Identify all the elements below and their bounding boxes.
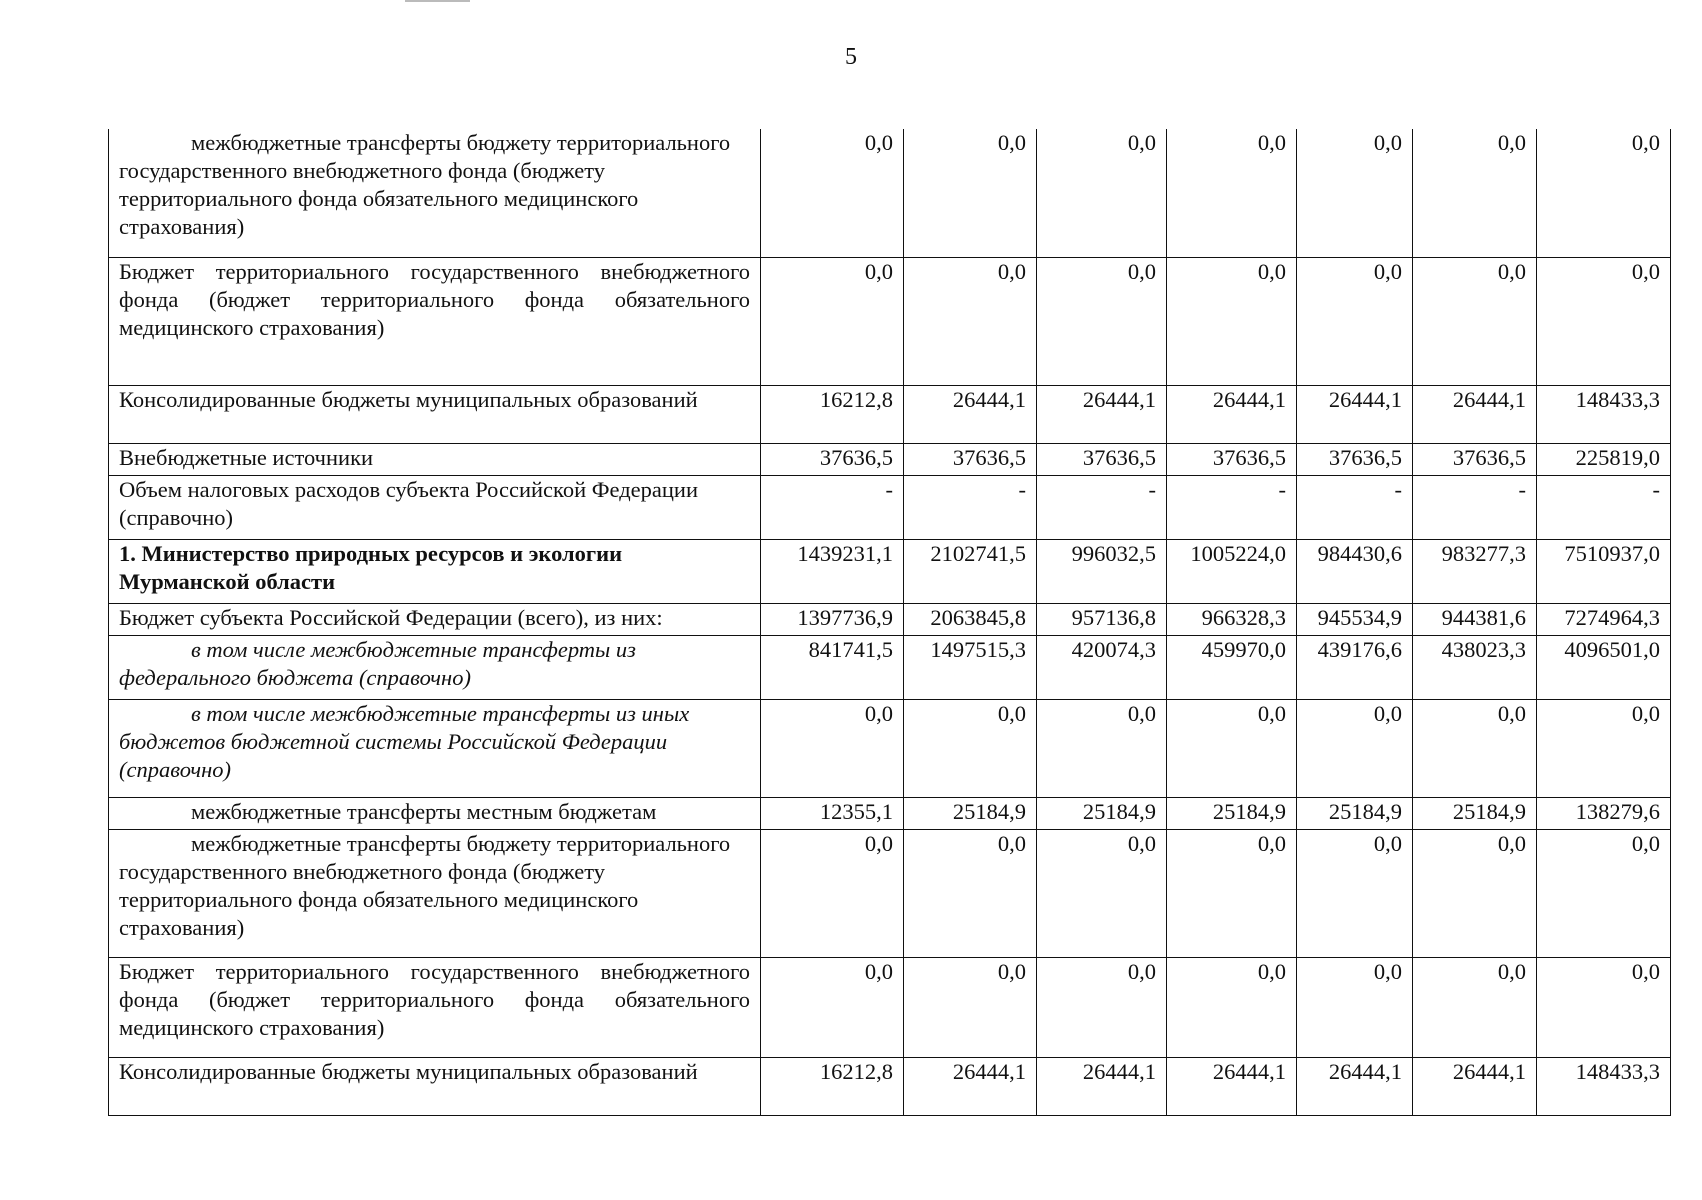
value-cell: 438023,3	[1413, 635, 1537, 699]
value-cell: 0,0	[1037, 699, 1167, 797]
value-cell: 138279,6	[1537, 797, 1671, 829]
value-cell: 26444,1	[1413, 385, 1537, 443]
value-cell: 0,0	[1537, 829, 1671, 957]
value-cell: 0,0	[1297, 129, 1413, 257]
row-label: межбюджетные трансферты бюджету территориального государственного внебюджетного фонда (бюджету территориального фонда обязательного медицинского страхования)	[109, 129, 761, 257]
value-cell: 0,0	[761, 129, 904, 257]
value-cell: 37636,5	[1413, 443, 1537, 475]
value-cell: 26444,1	[1167, 1057, 1297, 1115]
value-cell: 37636,5	[1297, 443, 1413, 475]
value-cell: 420074,3	[1037, 635, 1167, 699]
value-cell: 1439231,1	[761, 539, 904, 603]
value-cell: 0,0	[1167, 257, 1297, 385]
row-label: Внебюджетные источники	[109, 443, 761, 475]
value-cell: 0,0	[904, 957, 1037, 1057]
row-label: 1. Министерство природных ресурсов и экологии Мурманской области	[109, 539, 761, 603]
value-cell: 459970,0	[1167, 635, 1297, 699]
page-number: 5	[845, 44, 857, 70]
value-cell: 37636,5	[1037, 443, 1167, 475]
value-cell: 25184,9	[904, 797, 1037, 829]
value-cell: 16212,8	[761, 385, 904, 443]
row-label: межбюджетные трансферты бюджету территориального государственного внебюджетного фонда (бюджету территориального фонда обязательного медицинского страхования)	[109, 829, 761, 957]
budget-table	[108, 129, 1671, 1116]
value-cell: 25184,9	[1037, 797, 1167, 829]
row-label: Консолидированные бюджеты муниципальных образований	[109, 1057, 761, 1115]
row-label: Бюджет территориального государственного внебюджетного фонда (бюджет территориального фонда обязательного медицинского страхования)	[109, 257, 761, 385]
value-cell: 1005224,0	[1167, 539, 1297, 603]
value-cell: 12355,1	[761, 797, 904, 829]
value-cell: 4096501,0	[1537, 635, 1671, 699]
row-label: в том числе межбюджетные трансферты из федерального бюджета (справочно)	[109, 635, 761, 699]
table-row	[109, 257, 1671, 385]
value-cell: 25184,9	[1167, 797, 1297, 829]
value-cell: 957136,8	[1037, 603, 1167, 635]
value-cell: -	[1297, 475, 1413, 539]
row-label: Консолидированные бюджеты муниципальных образований	[109, 385, 761, 443]
value-cell: 0,0	[904, 829, 1037, 957]
value-cell: -	[761, 475, 904, 539]
value-cell: 0,0	[1037, 829, 1167, 957]
value-cell: 1497515,3	[904, 635, 1037, 699]
table-row	[109, 957, 1671, 1057]
value-cell: 0,0	[904, 257, 1037, 385]
value-cell: 37636,5	[1167, 443, 1297, 475]
value-cell: -	[1037, 475, 1167, 539]
table-row	[109, 699, 1671, 797]
table-row	[109, 797, 1671, 829]
value-cell: 148433,3	[1537, 385, 1671, 443]
table-row	[109, 443, 1671, 475]
table-row	[109, 1057, 1671, 1115]
table-row	[109, 385, 1671, 443]
value-cell: 0,0	[1413, 829, 1537, 957]
value-cell: 0,0	[1297, 957, 1413, 1057]
row-label: Бюджет субъекта Российской Федерации (всего), из них:	[109, 603, 761, 635]
value-cell: 0,0	[1537, 129, 1671, 257]
value-cell: 0,0	[904, 129, 1037, 257]
value-cell: 996032,5	[1037, 539, 1167, 603]
table-row	[109, 635, 1671, 699]
value-cell: -	[1537, 475, 1671, 539]
value-cell: 0,0	[1413, 699, 1537, 797]
value-cell: 0,0	[1413, 257, 1537, 385]
value-cell: 26444,1	[1413, 1057, 1537, 1115]
value-cell: 0,0	[1537, 957, 1671, 1057]
value-cell: -	[904, 475, 1037, 539]
value-cell: 983277,3	[1413, 539, 1537, 603]
value-cell: 25184,9	[1413, 797, 1537, 829]
value-cell: 7274964,3	[1537, 603, 1671, 635]
value-cell: 0,0	[761, 699, 904, 797]
table-row	[109, 829, 1671, 957]
table-row	[109, 129, 1671, 257]
table-row	[109, 539, 1671, 603]
value-cell: 37636,5	[761, 443, 904, 475]
value-cell: 0,0	[761, 957, 904, 1057]
value-cell: -	[1413, 475, 1537, 539]
value-cell: 945534,9	[1297, 603, 1413, 635]
value-cell: 0,0	[1537, 257, 1671, 385]
value-cell: 0,0	[761, 257, 904, 385]
table-row	[109, 475, 1671, 539]
value-cell: 0,0	[1413, 129, 1537, 257]
value-cell: -	[1167, 475, 1297, 539]
value-cell: 2063845,8	[904, 603, 1037, 635]
value-cell: 37636,5	[904, 443, 1037, 475]
value-cell: 26444,1	[904, 1057, 1037, 1115]
scan-mark	[405, 0, 470, 2]
value-cell: 0,0	[1297, 829, 1413, 957]
value-cell: 0,0	[904, 699, 1037, 797]
value-cell: 25184,9	[1297, 797, 1413, 829]
value-cell: 225819,0	[1537, 443, 1671, 475]
value-cell: 0,0	[1037, 957, 1167, 1057]
value-cell: 26444,1	[1037, 1057, 1167, 1115]
value-cell: 0,0	[1167, 129, 1297, 257]
value-cell: 26444,1	[904, 385, 1037, 443]
row-label: в том числе межбюджетные трансферты из иных бюджетов бюджетной системы Российской Федерации (справочно)	[109, 699, 761, 797]
value-cell: 26444,1	[1167, 385, 1297, 443]
value-cell: 0,0	[761, 829, 904, 957]
value-cell: 0,0	[1297, 257, 1413, 385]
value-cell: 0,0	[1167, 957, 1297, 1057]
value-cell: 26444,1	[1297, 385, 1413, 443]
value-cell: 26444,1	[1297, 1057, 1413, 1115]
value-cell: 944381,6	[1413, 603, 1537, 635]
value-cell: 841741,5	[761, 635, 904, 699]
value-cell: 0,0	[1413, 957, 1537, 1057]
value-cell: 439176,6	[1297, 635, 1413, 699]
value-cell: 0,0	[1037, 129, 1167, 257]
value-cell: 984430,6	[1297, 539, 1413, 603]
value-cell: 7510937,0	[1537, 539, 1671, 603]
value-cell: 16212,8	[761, 1057, 904, 1115]
value-cell: 966328,3	[1167, 603, 1297, 635]
value-cell: 2102741,5	[904, 539, 1037, 603]
value-cell: 26444,1	[1037, 385, 1167, 443]
row-label: Объем налоговых расходов субъекта Российской Федерации (справочно)	[109, 475, 761, 539]
value-cell: 0,0	[1167, 699, 1297, 797]
value-cell: 0,0	[1167, 829, 1297, 957]
row-label: Бюджет территориального государственного внебюджетного фонда (бюджет территориального фонда обязательного медицинского страхования)	[109, 957, 761, 1057]
table-row	[109, 603, 1671, 635]
row-label: межбюджетные трансферты местным бюджетам	[109, 797, 761, 829]
value-cell: 0,0	[1297, 699, 1413, 797]
value-cell: 148433,3	[1537, 1057, 1671, 1115]
value-cell: 0,0	[1037, 257, 1167, 385]
value-cell: 0,0	[1537, 699, 1671, 797]
value-cell: 1397736,9	[761, 603, 904, 635]
